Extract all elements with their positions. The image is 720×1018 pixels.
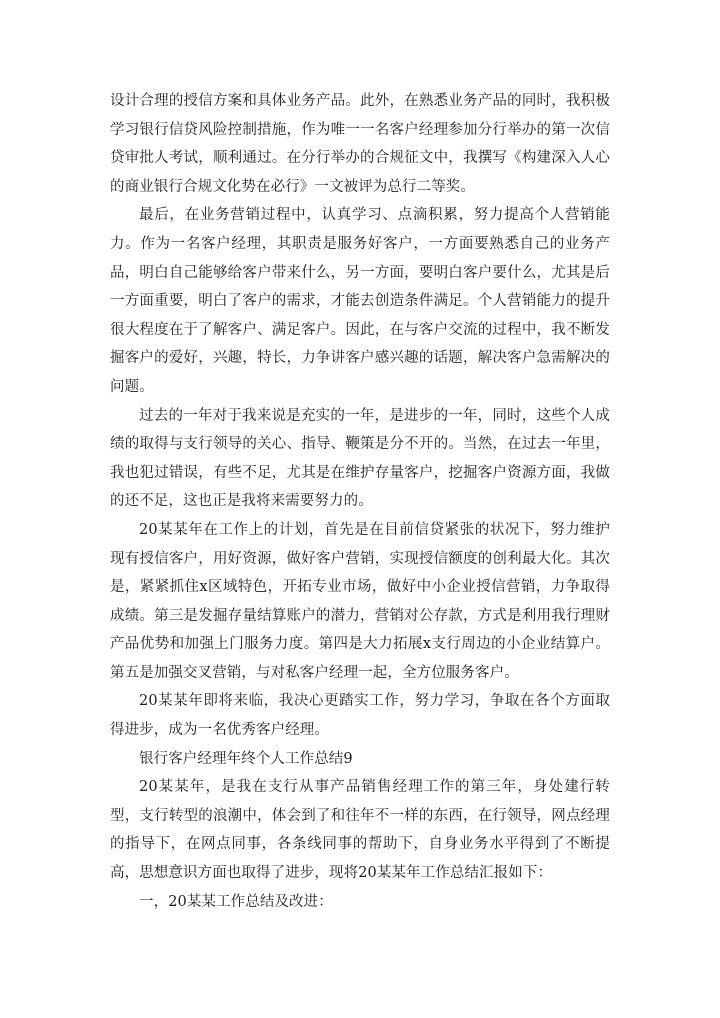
- subsection-heading: 一，20某某工作总结及改进：: [139, 893, 333, 910]
- document-body: [110, 87, 610, 916]
- paragraph-review: 过去的一年对于我来说是充实的一年，是进步的一年，同时，这些个人成绩的取得与支行领导的关心、指导、鞭策是分不开的。当然，在过去一年里，我也犯过错误，有些不足，尤其是在维护存量客户，挖掘客户资源方面，我做的还不足，这也正是我将来需要努力的。: [110, 407, 610, 510]
- paragraph-intro: 20某某年，是我在支行从事产品销售经理工作的第三年，身处建行转型，支行转型的浪潮中，体会到了和往年不一样的东西，在行领导，网点经理的指导下，在网点同事，各条线同事的帮助下，自身业务水平得到了不断提高，思想意识方面也取得了进步，现将20某某年工作总结汇报如下：: [110, 779, 610, 882]
- paragraph-continued: 设计合理的授信方案和具体业务产品。此外，在熟悉业务产品的同时，我积极学习银行信贷风险控制措施，作为唯一一名客户经理参加分行举办的第一次信贷审批人考试，顺利通过。在分行举办的合规征文中，我撰写《构建深入人心的商业银行合规文化势在必行》一文被评为总行二等奖。: [110, 93, 610, 195]
- paragraph-marketing: 最后，在业务营销过程中，认真学习、点滴积累，努力提高个人营销能力。作为一名客户经理，其职责是服务好客户，一方面要熟悉自己的业务产品，明白自己能够给客户带来什么，另一方面，要明白客户要什么，尤其是后一方面重要，明白了客户的需求，才能去创造条件满足。个人营销能力的提升很大程度在于了解客户、满足客户。因此，在与客户交流的过程中，我不断发掘客户的爱好，兴趣，特长，力争讲客户感兴趣的话题，解决客户急需解决的问题。: [110, 207, 610, 395]
- paragraph-plan: 20某某年在工作上的计划，首先是在目前信贷紧张的状况下，努力维护现有授信客户，用好资源，做好客户营销，实现授信额度的创利最大化。其次是，紧紧抓住x区域特色，开拓专业市场，做好中小企业授信营销，力争取得成绩。第三是发掘存量结算账户的潜力，营销对公存款，方式是利用我行理财产品优势和加强上门服务力度。第四是大力拓展x支行周边的小企业结算户。第五是加强交叉营销，与对私客户经理一起，全方位服务客户。: [110, 521, 610, 681]
- paragraph-resolution: 20某某年即将来临，我决心更踏实工作，努力学习，争取在各个方面取得进步，成为一名优秀客户经理。: [110, 693, 610, 739]
- section-heading: 银行客户经理年终个人工作总结9: [139, 750, 353, 767]
